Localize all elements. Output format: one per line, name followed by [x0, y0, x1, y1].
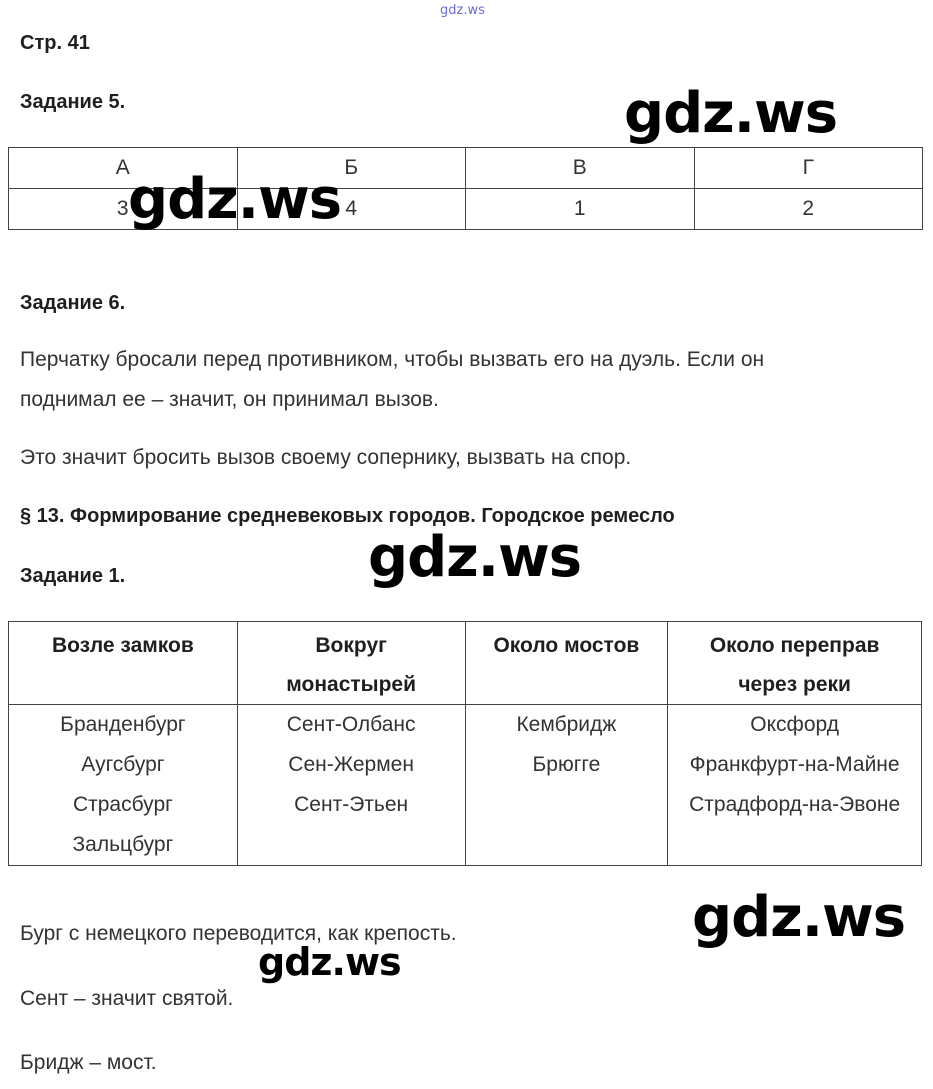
- city-item: Оксфорд: [750, 713, 839, 736]
- task1-header-monasteries: [237, 622, 465, 705]
- watermark-logo: gdz.ws: [258, 940, 401, 984]
- city-item: Сен-Жермен: [288, 753, 414, 776]
- task1-header-crossings: [668, 622, 922, 705]
- page-label: Стр. 41: [20, 32, 90, 54]
- city-item: Брюгге: [532, 753, 601, 776]
- city-item: Кембридж: [516, 713, 617, 736]
- header-line: Около переправ: [709, 634, 880, 657]
- task5-title: Задание 5.: [20, 91, 126, 113]
- watermark-logo: gdz.ws: [624, 81, 838, 146]
- task6-title: Задание 6.: [20, 292, 126, 314]
- task6-line3: Это значит бросить вызов своему сопернику, вызвать на спор.: [20, 446, 632, 469]
- task1-table: [8, 621, 922, 866]
- task6-line1: Перчатку бросали перед противником, чтобы вызвать его на дуэль. Если он: [20, 348, 765, 371]
- watermark-top: gdz.ws: [440, 3, 485, 18]
- task5-value-a: 3: [9, 189, 238, 230]
- task1-header-bridges: [465, 622, 668, 705]
- task5-header-g: Г: [694, 148, 923, 189]
- city-item: Аугсбург: [81, 753, 165, 776]
- city-item: Сент-Олбанс: [286, 713, 416, 736]
- city-item: Франкфурт-на-Майне: [689, 753, 900, 776]
- task5-value-v: 1: [466, 189, 695, 230]
- task1-title: Задание 1.: [20, 565, 126, 587]
- section-title: § 13. Формирование средневековых городов. Городское ремесло: [20, 505, 675, 527]
- task5-value-b: 4: [237, 189, 466, 230]
- header-line: через реки: [738, 673, 851, 696]
- task1-col-crossings: [668, 705, 922, 866]
- task1-col-castles: [9, 705, 238, 866]
- watermark-logo: gdz.ws: [692, 885, 906, 950]
- note-bridge: Бридж – мост.: [20, 1051, 157, 1074]
- header-line: Возле замков: [51, 634, 194, 657]
- city-item: Страдфорд-на-Эвоне: [689, 793, 901, 816]
- task1-header-row: [9, 622, 922, 705]
- header-line: Около мостов: [493, 634, 640, 657]
- watermark-logo: gdz.ws: [368, 525, 582, 590]
- city-item: Бранденбург: [60, 713, 186, 736]
- header-line: Вокруг: [315, 634, 387, 657]
- watermark-logo: gdz.ws: [128, 167, 342, 232]
- task1-col-bridges: [465, 705, 668, 866]
- header-line: монастырей: [286, 673, 417, 696]
- task5-header-b: Б: [237, 148, 466, 189]
- task5-header-a: А: [9, 148, 238, 189]
- task5-value-g: 2: [694, 189, 923, 230]
- task6-line2: поднимал ее – значит, он принимал вызов.: [20, 388, 439, 411]
- note-burg: Бург с немецкого переводится, как крепость.: [20, 922, 457, 945]
- task1-col-monasteries: [237, 705, 465, 866]
- task1-body-row: [9, 705, 922, 866]
- city-item: Страсбург: [72, 793, 173, 816]
- note-sent: Сент – значит святой.: [20, 987, 234, 1010]
- city-item: Зальцбург: [72, 833, 174, 856]
- task1-header-castles: [9, 622, 238, 705]
- task5-header-v: В: [466, 148, 695, 189]
- city-item: Сент-Этьен: [294, 793, 409, 816]
